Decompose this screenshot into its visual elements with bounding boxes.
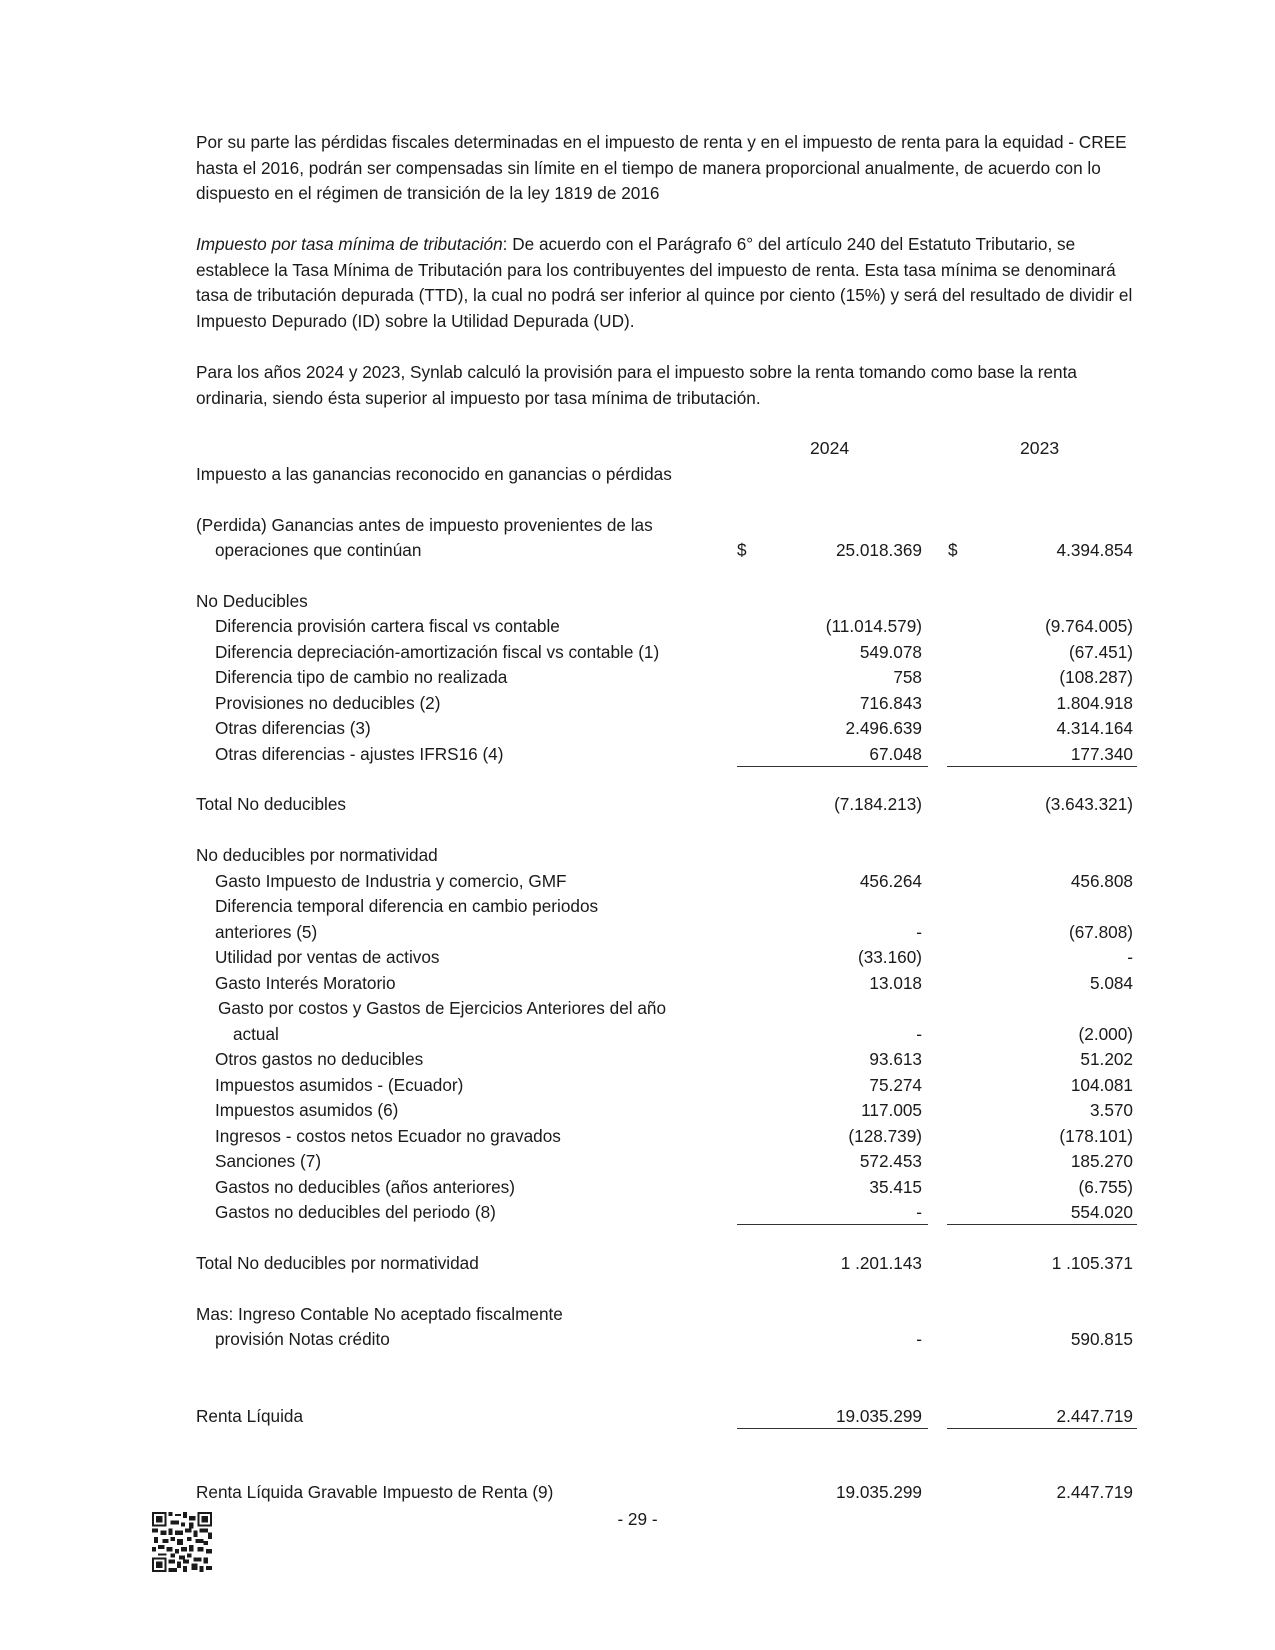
renta-gravable-row [196,1480,1136,1506]
row-label-cont: anteriores (5) [215,922,318,942]
paragraph-tasa-minima-body: : De acuerdo con el Parágrafo 6° del artículo 240 del Estatuto Tributario, se establece la Tasa Mínima de Tributación para los contribuyentes del impuesto de renta. Esta tasa mínima se denominará tasa de tributación depurada (TTD), la cual no podrá ser inferior al quince por ciento (15%) y será del resultado de dividir el Impuesto Depurado (ID) sobre la Utilidad Depurada (UD). [196,234,1133,331]
table-row [196,1200,1136,1226]
group-title-normatividad: No deducibles por normatividad [196,845,438,865]
table-row [196,665,1136,691]
value-2024: 75.274 [869,1075,922,1095]
value-2024: 19.035.299 [835,1482,922,1502]
value-2024: 2.496.639 [845,718,922,738]
row-label: Renta Líquida [196,1406,304,1426]
row-label: Diferencia temporal diferencia en cambio periodos [215,896,599,916]
value-2023: 4.314.164 [1056,718,1133,738]
row-label: Ingresos - costos netos Ecuador no gravados [215,1126,561,1146]
value-2024: 758 [893,667,922,687]
value-2023: - [1127,947,1133,967]
value-2024: 35.415 [869,1177,922,1197]
table-row [196,1022,1136,1048]
row-label: Impuestos asumidos (6) [215,1100,399,1120]
row-label: Mas: Ingreso Contable No aceptado fiscalmente [196,1304,563,1324]
value-2024: - [916,1024,922,1044]
value-2023: (67.451) [1068,642,1133,662]
table-row [196,945,1136,971]
row-label: Sanciones (7) [215,1151,322,1171]
table-row [196,640,1136,666]
column-header-2024: 2024 [810,438,850,458]
table-row [196,538,1136,564]
value-2023: 2.447.719 [1056,1482,1133,1502]
value-2024: 25.018.369 [835,540,922,560]
table-row [196,716,1136,742]
table-row [196,996,1136,1022]
table-row [196,1327,1136,1353]
column-header-2023: 2023 [1020,438,1060,458]
value-2023: 185.270 [1070,1151,1133,1171]
value-2023: 2.447.719 [1056,1406,1133,1426]
row-label: Gastos no deducibles del periodo (8) [215,1202,496,1222]
value-2024: 549.078 [859,642,922,662]
table-row [196,869,1136,895]
value-2024: - [916,1202,922,1222]
value-2023: 554.020 [1070,1202,1133,1222]
row-label: Diferencia tipo de cambio no realizada [215,667,508,687]
value-2023: 51.202 [1080,1049,1133,1069]
value-2023: 590.815 [1070,1329,1133,1349]
section-title-row [196,462,1136,488]
value-2023: 456.808 [1070,871,1133,891]
row-label: Gasto por costos y Gastos de Ejercicios Anteriores del año [218,998,667,1018]
table-row [196,1149,1136,1175]
row-label: Otras diferencias - ajustes IFRS16 (4) [215,744,504,764]
row-label-cont: provisión Notas crédito [215,1329,390,1349]
value-2024: (11.014.579) [825,616,922,636]
row-label: operaciones que continúan [215,540,422,560]
qr-code-icon [152,1512,212,1572]
value-2024: 572.453 [859,1151,922,1171]
value-2023: (178.101) [1059,1126,1133,1146]
renta-liquida-row [196,1404,1136,1430]
value-2023: (108.287) [1059,667,1133,687]
value-2024: 117.005 [861,1100,922,1120]
row-label: Impuestos asumidos - (Ecuador) [215,1075,464,1095]
table-row [196,1098,1136,1124]
total-2023: (3.643.321) [1045,794,1133,814]
table-header-row [196,436,1136,462]
row-label: Otros gastos no deducibles [215,1049,424,1069]
row-label: (Perdida) Ganancias antes de impuesto provenientes de las [196,515,653,535]
row-label: Diferencia depreciación-amortización fiscal vs contable (1) [215,642,660,662]
value-2024: 67.048 [869,744,922,764]
total-2023: 1 .105.371 [1051,1253,1133,1273]
value-2024: 716.843 [859,693,922,713]
table-row [196,894,1136,920]
row-label: Gastos no deducibles (años anteriores) [215,1177,515,1197]
row-label: Diferencia provisión cartera fiscal vs contable [215,616,560,636]
table-row [196,1047,1136,1073]
value-2023: 177.340 [1070,744,1133,764]
row-label: Utilidad por ventas de activos [215,947,440,967]
row-label: Renta Líquida Gravable Impuesto de Renta (9) [196,1482,554,1502]
table-row [196,614,1136,640]
group-title-no-deducibles: No Deducibles [196,591,308,611]
value-2023: (9.764.005) [1045,616,1133,636]
table-row [196,1302,1136,1328]
value-2023: 5.084 [1089,973,1133,993]
paragraph-perdidas-fiscales: Por su parte las pérdidas fiscales determinadas en el impuesto de renta y en el impuesto de renta para la equidad - CREE hasta el 2016, podrán ser compensadas sin límite en el tiempo de manera proporcional anualmente, de acuerdo con lo dispuesto en el régimen de transición de la ley 1819 de 2016 [196,132,1127,204]
group-title-row [196,843,1136,869]
table-row [196,1073,1136,1099]
table-row [196,742,1136,768]
row-label-cont: actual [233,1024,279,1044]
currency-symbol-2024: $ [737,540,747,560]
group-title-row [196,589,1136,615]
paragraph-tasa-minima [196,232,1136,334]
row-label: Gasto Interés Moratorio [215,973,396,993]
underline-2024 [737,1224,928,1225]
total-2024: (7.184.213) [834,794,922,814]
table-row [196,691,1136,717]
page-number: - 29 - [617,1509,658,1529]
total-label: Total No deducibles por normatividad [196,1253,479,1273]
total-row [196,792,1136,818]
table-row [196,920,1136,946]
value-2023: 1.804.918 [1056,693,1133,713]
value-2023: (2.000) [1078,1024,1133,1044]
value-2023: (67.808) [1068,922,1133,942]
value-2024: (33.160) [857,947,922,967]
value-2024: 19.035.299 [835,1406,922,1426]
value-2023: 3.570 [1089,1100,1133,1120]
row-label: Otras diferencias (3) [215,718,371,738]
currency-symbol-2023: $ [948,540,958,560]
table-row [196,971,1136,997]
value-2024: - [916,1329,922,1349]
total-2024: 1 .201.143 [840,1253,922,1273]
row-label: Provisiones no deducibles (2) [215,693,441,713]
value-2023: 104.081 [1070,1075,1133,1095]
table-row [196,1124,1136,1150]
value-2024: 456.264 [859,871,922,891]
value-2024: 93.613 [869,1049,922,1069]
row-label: Gasto Impuesto de Industria y comercio, GMF [215,871,567,891]
total-label: Total No deducibles [196,794,347,814]
table-row [196,513,1136,539]
section-title: Impuesto a las ganancias reconocido en ganancias o pérdidas [196,464,672,484]
total-row [196,1251,1136,1277]
value-2024: - [916,922,922,942]
value-2024: 13.018 [869,973,922,993]
value-2023: 4.394.854 [1056,540,1133,560]
paragraph-tasa-minima-title: Impuesto por tasa mínima de tributación [196,234,503,254]
paragraph-provision: Para los años 2024 y 2023, Synlab calculó la provisión para el impuesto sobre la renta tomando como base la renta ordinaria, siendo ésta superior al impuesto por tasa mínima de tributación. [196,362,1077,408]
value-2023: (6.755) [1078,1177,1133,1197]
value-2024: (128.739) [848,1126,922,1146]
table-row [196,1175,1136,1201]
